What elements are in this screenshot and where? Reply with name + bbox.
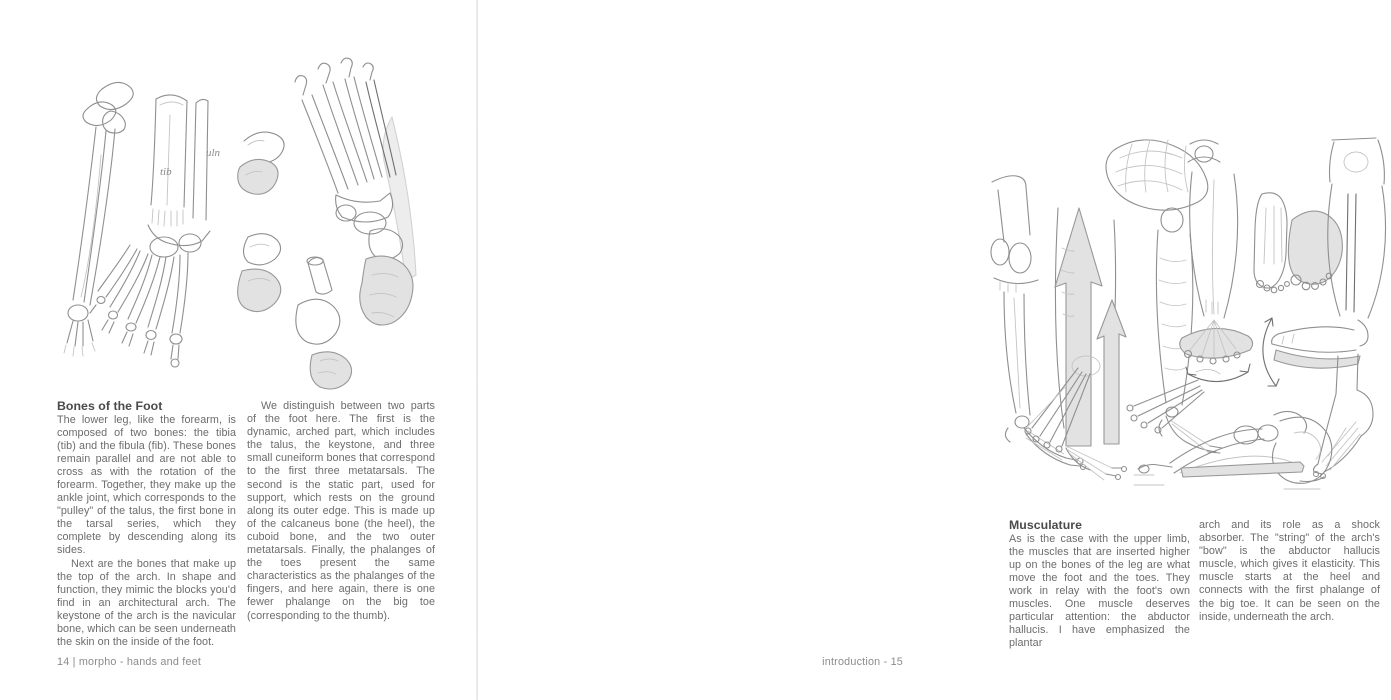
left-page-column-2	[247, 400, 435, 623]
tibia-label: tib	[160, 166, 172, 178]
left-page-column-1	[57, 400, 236, 649]
foot-bones-illustration	[40, 55, 440, 400]
plantar-arch-sketch	[1134, 411, 1332, 489]
page-footer-left: 14 | morpho - hands and feet	[57, 656, 202, 668]
thigh-calf-muscles-sketch	[1106, 140, 1222, 453]
tendon-feet-sketch	[1025, 356, 1220, 452]
right-page	[476, 0, 1380, 700]
left-page	[0, 0, 476, 700]
talus-studies-sketch	[238, 132, 352, 389]
paragraph: arch and its role as a shock absorber. The "string" of the arch's "bow" is the abductor hallucis muscle, which gives it elasticity. This muscle starts at the heel and connects with the first phalange of the big toe. It can be seen on the inside, underneath the arch.	[1199, 519, 1380, 623]
forearm-skeleton-sketch	[64, 82, 133, 356]
tiptoe-foot-sketch	[1314, 354, 1374, 479]
section-heading-bones-of-the-foot: Bones of the Foot	[57, 399, 163, 413]
paragraph: The lower leg, like the forearm, is composed of two bones: the tibia (tib) and the fibula (fib). These bones remain parallel and are not able to cross as with the rotation of the forearm. Together, they make up the ankle joint, which corresponds to the "pulley" of the talus, the first bone in the tarsal series, which they complete by descending along its sides.	[57, 413, 236, 557]
muscle-direction-arrows-sketch	[1055, 208, 1127, 480]
paragraph: We distinguish between two parts of the foot here. The first is the dynamic, arched part, which includes the talus, the keystone, and three small cuneiform bones that correspond to the first three metatarsals. The second is the static part, used for support, which rests on the ground along its outer edge. This is made up of the calcaneus bone (the heel), the cuboid bone, and the two outer metatarsals. Finally, the phalanges of the toes present the same characteristics as the phalanges of the fingers, and here again, there is one fewer phalange on the big toe (corresponding to the thumb).	[247, 400, 435, 622]
section-heading-musculature: Musculature	[1009, 518, 1082, 532]
right-page-column-2	[1199, 519, 1380, 624]
page-footer-right: introduction - 15	[822, 656, 903, 668]
leg-musculature-illustration	[966, 128, 1391, 526]
front-leg-foot-sketch	[1180, 140, 1253, 382]
ulna-label: uln	[206, 147, 221, 159]
paragraph: Next are the bones that make up the top of the arch. In shape and function, they mimic the blocks you'd find in an architectural arch. The keystone of the arch is the navicular bone, which can be seen underneath the skin on the inside of the foot.	[57, 557, 236, 649]
paragraph: As is the case with the upper limb, the muscles that are inserted higher up on the bones of the leg are what move the foot and the toes. They work in relay with the foot's own muscles. One muscle deserves particular attention: the abductor hallucis. I have emphasized the plantar	[1009, 532, 1190, 650]
lower-leg-bones-sketch	[90, 95, 221, 367]
right-page-column-1	[1009, 519, 1190, 650]
foot-skeleton-sketch	[295, 58, 416, 325]
